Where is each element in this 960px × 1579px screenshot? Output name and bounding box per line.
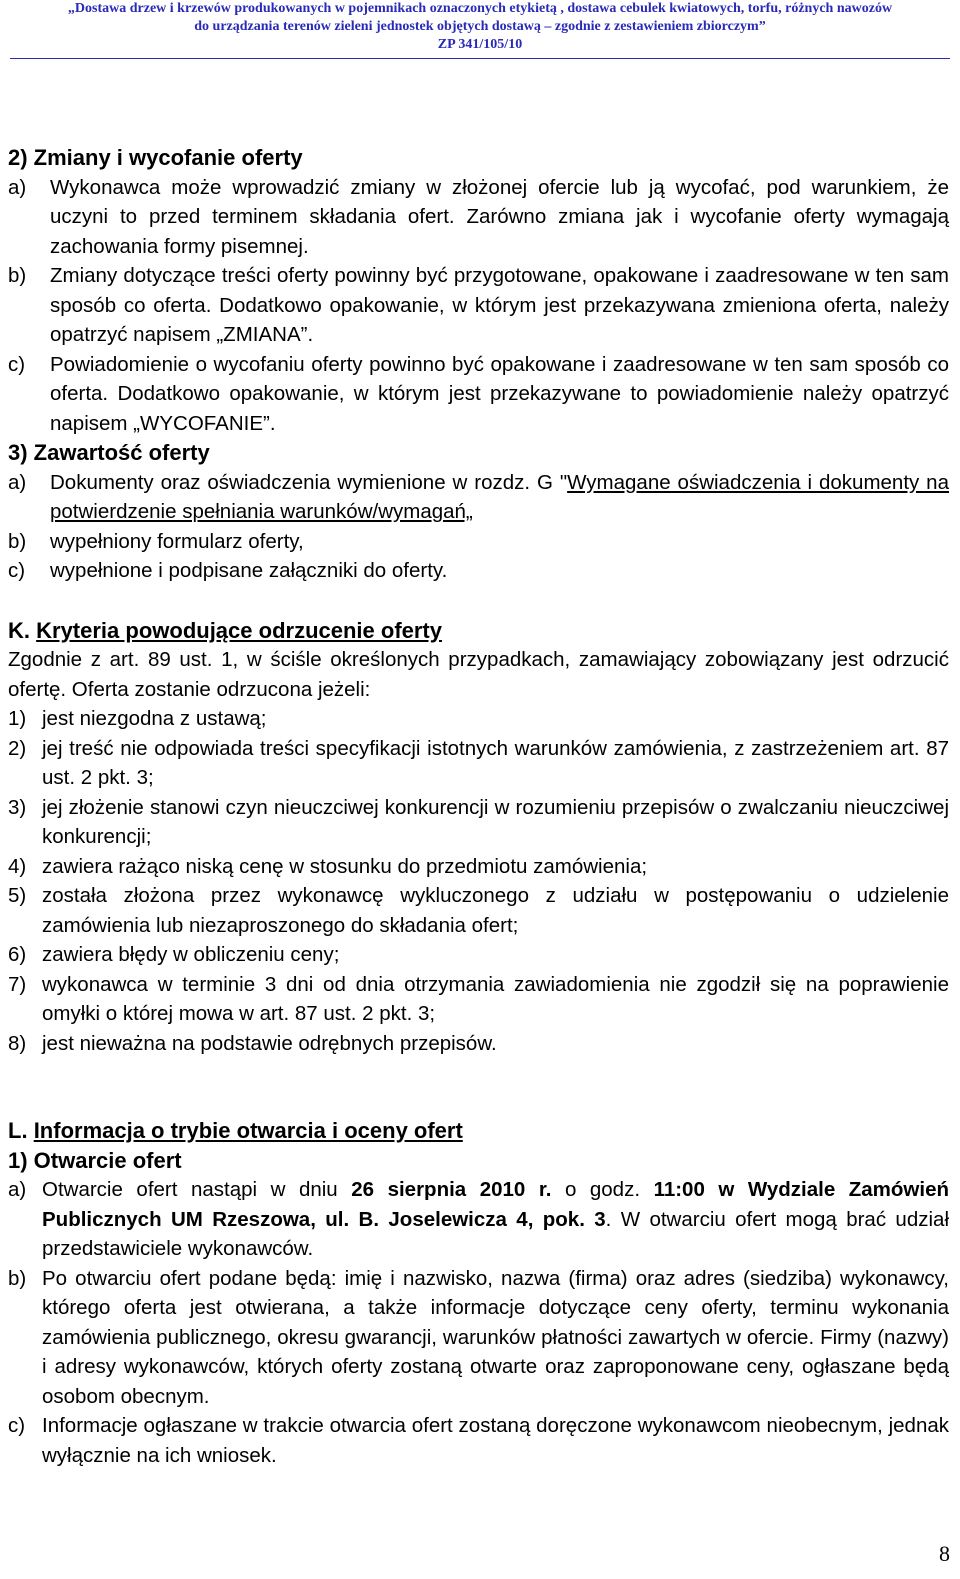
section-k-heading bbox=[8, 616, 949, 646]
item-marker: 6) bbox=[8, 943, 27, 966]
header-line-1: „Dostawa drzew i krzewów produkowanych w pojemnikach oznaczonych etykietą , dostawa cebulek kwiatowych, torfu, różnych nawozów bbox=[67, 1, 893, 16]
section-3-heading: 3) Zawartość oferty bbox=[8, 440, 210, 465]
item-marker: c) bbox=[8, 352, 26, 376]
page-number: 8 bbox=[939, 1541, 950, 1566]
item-marker: a) bbox=[8, 175, 27, 199]
list-item bbox=[8, 852, 949, 882]
item-text bbox=[50, 468, 949, 527]
section-l-subheading: 1) Otwarcie ofert bbox=[8, 1147, 182, 1173]
list-item bbox=[8, 793, 949, 852]
list-item bbox=[8, 940, 949, 970]
section-k-list bbox=[8, 704, 949, 1058]
item-text-plain: Otwarcie ofert nastąpi w dniu bbox=[42, 1178, 352, 1201]
list-item bbox=[8, 704, 949, 734]
section-2-item-c bbox=[8, 350, 949, 439]
section-2-item-a bbox=[8, 173, 949, 262]
item-marker: 4) bbox=[8, 854, 27, 878]
item-text: jej złożenie stanowi czyn nieuczciwej konkurencji w rozumieniu przepisów o zwalczaniu nieuczciwej konkurencji; bbox=[42, 795, 949, 848]
list-item bbox=[8, 970, 949, 1029]
item-text: Informacje ogłaszane w trakcie otwarcia ofert zostaną doręczone wykonawcom nieobecnym, jednak wyłącznie na ich wniosek. bbox=[42, 1414, 949, 1467]
item-text: zawiera błędy w obliczeniu ceny; bbox=[42, 943, 340, 966]
item-marker: c) bbox=[8, 1414, 26, 1437]
item-text-underlined: Wymagane oświadczenia i dokumenty na potwierdzenie spełniania warunków/wymagań„ bbox=[50, 470, 949, 523]
list-item bbox=[8, 1029, 949, 1059]
item-text: zawiera rażąco niską cenę w stosunku do przedmiotu zamówienia; bbox=[42, 854, 648, 878]
item-marker: c) bbox=[8, 559, 26, 582]
section-letter: L. bbox=[8, 1118, 28, 1143]
item-text: jest nieważna na podstawie odrębnych przepisów. bbox=[42, 1031, 497, 1055]
item-marker: 2) bbox=[8, 736, 27, 760]
section-title: Informacja o trybie otwarcia i oceny ofert bbox=[33, 1118, 463, 1143]
header-line-3: ZP 341/105/10 bbox=[437, 37, 523, 52]
item-text: wypełniony formularz oferty, bbox=[50, 529, 304, 553]
item-text: Wykonawca może wprowadzić zmiany w złożonej ofercie lub ją wycofać, pod warunkiem, że uczyni to przed terminem składania ofert. Zarówno zmiana jak i wycofanie oferty wymagają zachowania formy pisemnej. bbox=[50, 175, 949, 258]
section-2-item-b bbox=[8, 261, 949, 350]
item-text: Zmiany dotyczące treści oferty powinny być przygotowane, opakowane i zaadresowane w ten sam sposób co oferta. Dodatkowo opakowanie, w którym jest przekazywana zmieniona oferta, należy opatrzyć napisem „ZMIANA”. bbox=[50, 264, 949, 346]
item-marker: a) bbox=[8, 1178, 27, 1201]
item-text: wykonawca w terminie 3 dni od dnia otrzymania zawiadomienia nie zgodził się na poprawienie omyłki o której mowa w art. 87 ust. 2 pkt. 3; bbox=[42, 972, 949, 1025]
item-text: wypełnione i podpisane załączniki do oferty. bbox=[50, 559, 448, 582]
list-item bbox=[8, 881, 949, 940]
spacer bbox=[8, 586, 949, 616]
item-text: została złożona przez wykonawcę wykluczonego z udziału w postępowaniu o udzielenie zamówienia lub niezaproszonego do składania ofert; bbox=[42, 884, 949, 937]
item-text: Po otwarciu ofert podane będą: imię i nazwisko, nazwa (firma) oraz adres (siedziba) wykonawcy, którego oferta jest otwierana, a także informacje dotyczące ceny oferty, terminu wykonania zamówienia publicznego, okresu gwarancji, warunków płatności zawartych w ofercie. Firmy (nazwy) i adresy wykonawców, których oferty zostaną otwarte oraz zaproponowane ceny, ogłaszane będą osobom obecnym. bbox=[42, 1266, 949, 1408]
section-l-item-c bbox=[8, 1411, 949, 1470]
section-k-intro: Zgodnie z art. 89 ust. 1, w ściśle określonych przypadkach, zamawiający zobowiązany jest odrzucić ofertę. Oferta zostanie odrzucona jeżeli: bbox=[8, 648, 949, 701]
section-3-item-b bbox=[8, 527, 949, 557]
item-text: jest niezgodna z ustawą; bbox=[42, 707, 267, 730]
item-marker: 7) bbox=[8, 972, 27, 996]
section-l-heading bbox=[8, 1116, 949, 1146]
item-marker: b) bbox=[8, 529, 27, 553]
section-title: Kryteria powodujące odrzucenie oferty bbox=[36, 617, 442, 643]
item-text-plain: Dokumenty oraz oświadczenia wymienione w rozdz. G " bbox=[50, 470, 568, 494]
item-text-plain: o godz. bbox=[551, 1178, 654, 1201]
item-text-plain: . W otwarciu ofert mogą brać udział przedstawiciele wykonawców. bbox=[42, 1207, 949, 1260]
section-3-item-c bbox=[8, 556, 949, 586]
document-header bbox=[0, 0, 960, 59]
section-3-item-a bbox=[8, 468, 949, 527]
item-marker: 8) bbox=[8, 1031, 27, 1055]
header-rule bbox=[10, 58, 950, 59]
item-text bbox=[42, 1175, 949, 1264]
section-letter: K. bbox=[8, 617, 30, 643]
section-l-item-b bbox=[8, 1264, 949, 1412]
item-marker: 3) bbox=[8, 795, 27, 819]
opening-place: 11:00 w Wydziale Zamówień Publicznych UM Rzeszowa, ul. B. Joselewicza 4, pok. 3 bbox=[42, 1178, 949, 1231]
item-marker: a) bbox=[8, 470, 27, 494]
list-item bbox=[8, 734, 949, 793]
section-l-item-a bbox=[8, 1175, 949, 1264]
item-marker: b) bbox=[8, 264, 27, 287]
header-line-2: do urządzania terenów zieleni jednostek objętych dostawą – zgodnie z zestawieniem zbiorczym” bbox=[194, 19, 766, 34]
item-text: Powiadomienie o wycofaniu oferty powinno być opakowane i zaadresowane w ten sam sposób co oferta. Dodatkowo opakowanie, w którym jest przekazywane to powiadomienie należy opatrzyć napisem „WYCOFANIE”. bbox=[50, 352, 949, 435]
item-marker: 1) bbox=[8, 707, 27, 730]
section-2-heading: 2) Zmiany i wycofanie oferty bbox=[8, 145, 303, 170]
item-marker: b) bbox=[8, 1266, 27, 1290]
document-body bbox=[8, 143, 949, 1470]
item-marker: 5) bbox=[8, 884, 27, 907]
opening-date: 26 sierpnia 2010 r. bbox=[351, 1178, 552, 1201]
spacer bbox=[8, 1058, 949, 1116]
item-text: jej treść nie odpowiada treści specyfikacji istotnych warunków zamówienia, z zastrzeżeniem art. 87 ust. 2 pkt. 3; bbox=[42, 736, 949, 789]
